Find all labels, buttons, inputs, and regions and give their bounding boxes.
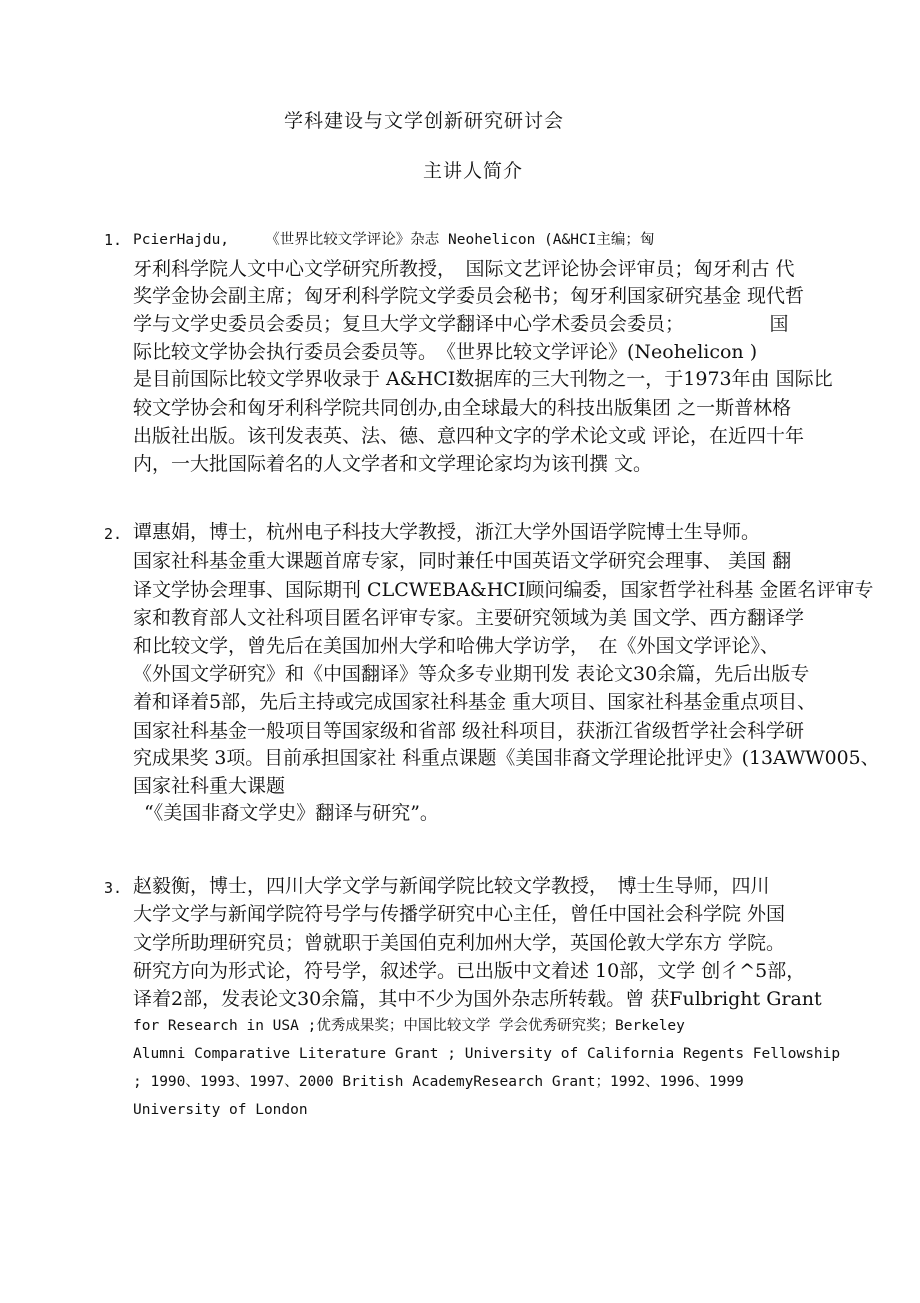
bio-line: 国家社科重大课题 [133, 775, 286, 797]
bio-line: ; 1990、1993、1997、2000 British AcademyResearch Grant；1992、1996、1999 [133, 1074, 744, 1090]
bio-line: 国家社科基金重大课题首席专家，同时兼任中国英语文学研究会理事、 美国 翻 [133, 550, 792, 572]
document-subtitle: 主讲人简介 [423, 160, 524, 182]
bio-line: 内，一大批国际着名的人文学者和文学理论家均为该刊撰 文。 [133, 453, 653, 475]
bio-line: Alumni Comparative Literature Grant ; University of California Regents Fellowship [133, 1046, 841, 1062]
bio-line: 出版社出版。该刊发表英、法、德、意四种文字的学术论文或 评论，在近四十年 [133, 425, 805, 447]
bio-line: 是目前国际比较文学界收录于 A&HCI数据库的三大刊物之一，于1973年由 国际比 [133, 368, 833, 390]
bio-line: 译着2部，发表论文30余篇，其中不少为国外杂志所转载。曾 获Fulbright Grant [133, 988, 822, 1010]
bio-line: 较文学协会和匈牙利科学院共同创办,由全球最大的科技出版集团 之一斯普林格 [133, 397, 792, 419]
bio-line: “《美国非裔文学史》翻译与研究”。 [144, 802, 439, 824]
bio-line: University of London [133, 1102, 308, 1118]
bio-line: 国家社科基金一般项目等国家级和省部 级社科项目，获浙江省级哲学社会科学研 [133, 720, 805, 742]
bio-line: 牙利科学院人文中心文学研究所教授， 国际文艺评论协会评审员；匈牙利古 代 [133, 258, 795, 280]
bio-line: 文学所助理研究员；曾就职于美国伯克利加州大学，英国伦敦大学东方 学院。 [133, 932, 786, 954]
bio-line: PcierHajdu, 《世界比较文学评论》杂志 Neohelicon (A&HCI主编；匈 [133, 232, 655, 248]
bio-line: 赵毅衡，博士，四川大学文学与新闻学院比较文学教授， 博士生导师，四川 [133, 875, 770, 897]
speaker-number: 1. [104, 231, 123, 249]
bio-line: 谭惠娟，博士，杭州电子科技大学教授，浙江大学外国语学院博士生导师。 [133, 521, 761, 543]
bio-line: 大学文学与新闻学院符号学与传播学研究中心主任，曾任中国社会科学院 外国 [133, 903, 786, 925]
bio-line: 奖学金协会副主席；匈牙利科学院文学委员会秘书；匈牙利国家研究基金 现代哲 [133, 285, 805, 307]
bio-line: 着和译着5部，先后主持或完成国家社科基金 重大项目、国家社科基金重点项目、 [133, 691, 817, 713]
speaker-number: 3. [104, 879, 123, 897]
bio-line: 学与文学史委员会委员；复旦大学文学翻译中心学术委员会委员； 国 [133, 313, 789, 335]
bio-line: 和比较文学，曾先后在美国加州大学和哈佛大学访学， 在《外国文学评论》、 [133, 635, 780, 657]
bio-line: 究成果奖 3项。目前承担国家社 科重点课题《美国非裔文学理论批评史》(13AWW005、 [133, 747, 880, 769]
bio-line: 研究方向为形式论，符号学，叙述学。已出版中文着述 10部，文学 创彳^5部， [133, 960, 806, 982]
document-title: 学科建设与文学创新研究研讨会 [284, 110, 565, 132]
bio-line: 《外国文学研究》和《中国翻译》等众多专业期刊发 表论文30余篇，先后出版专 [133, 663, 810, 685]
bio-line: for Research in USA ;优秀成果奖；中国比较文学 学会优秀研究奖；Berkeley [133, 1018, 685, 1034]
speaker-number: 2. [104, 525, 123, 543]
bio-line: 家和教育部人文社科项目匿名评审专家。主要研究领域为美 国文学、西方翻译学 [133, 607, 805, 629]
bio-line: 际比较文学协会执行委员会委员等。 《世界比较文学评论》(Neohelicon ) [133, 341, 758, 363]
bio-line: 译文学协会理事、国际期刊 CLCWEBA&HCI顾问编委，国家哲学社科基 金匿名评审专 [133, 579, 874, 601]
